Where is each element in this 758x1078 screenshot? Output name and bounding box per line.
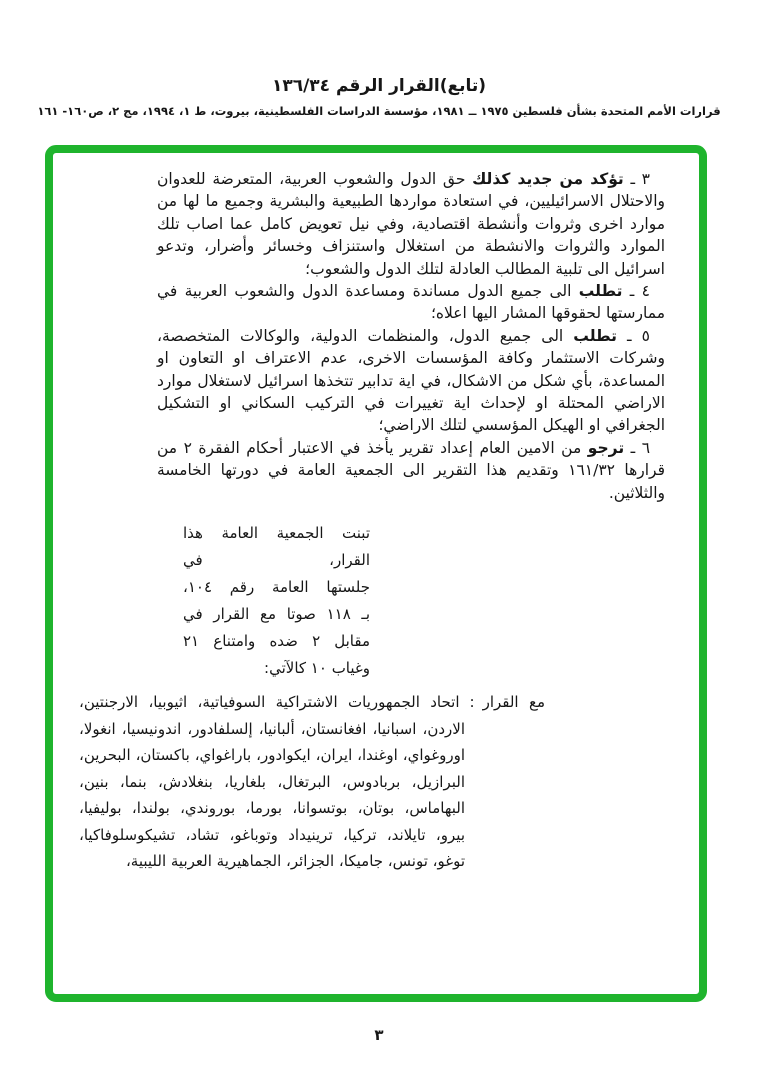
clause-4-text: الى جميع الدول مساندة ومساعدة الدول والشعوب العربية في ممارستها لحقوقها المشار اليها اعلاه؛ bbox=[157, 282, 665, 323]
page-number: ٣ bbox=[374, 1026, 384, 1044]
clause-3-number: ٣ ـ bbox=[630, 170, 650, 188]
page-title: (تابع)القرار الرقم ١٣٦/٣٤ bbox=[271, 76, 487, 96]
votes-with-block bbox=[79, 689, 545, 875]
clause-3-keyword: تؤكد من جديد كذلك bbox=[472, 170, 624, 188]
clause-6 bbox=[157, 437, 665, 504]
clause-4-number: ٤ ـ bbox=[629, 282, 650, 301]
clause-5 bbox=[157, 325, 665, 437]
clause-5-text: الى جميع الدول، والمنظمات الدولية، والوكالات المتخصصة، وشركات الاستثمار وكافة المؤسسات الاخرى، عدم الاعتراف او التعاون او المساعدة، بأي شكل من الاشكال، في اية تدابير تتخذها اسرائيل لاستغلال موارد الاراضي المحتلة او لإحداث اية تغييرات في التركيب السكاني او التشكيل الجغرافي او الهيكل المؤسسي لتلك الاراضي؛ bbox=[157, 326, 665, 435]
clause-6-keyword: ترجو bbox=[587, 438, 625, 457]
clause-5-number: ٥ ـ bbox=[627, 326, 650, 345]
vote-record-line: بـ ١١٨ صوتا مع القرار في bbox=[183, 605, 370, 624]
vote-record-line: مقابل ٢ ضده وامتناع ٢١ bbox=[183, 632, 370, 651]
clause-4 bbox=[157, 280, 665, 325]
clause-4-keyword: تطلب bbox=[578, 282, 623, 301]
clause-6-text: من الامين العام إعداد تقرير يأخذ في الاعتبار أحكام الفقرة ٢ من قرارها ١٦١/٣٢ وتقديم هذا التقرير الى الجمعية العامة في دورتها الخامسة والثلاثين. bbox=[157, 438, 666, 502]
votes-with-label: مع القرار bbox=[482, 693, 545, 712]
resolution-highlight-box bbox=[45, 145, 707, 1002]
vote-record-line: جلستها العامة رقم ١٠٤، bbox=[183, 578, 370, 597]
vote-record-line: تبنت الجمعية العامة هذا القرار، في bbox=[183, 524, 370, 570]
vote-record bbox=[183, 520, 370, 682]
clause-3-text: حق الدول والشعوب العربية، المتعرضة للعدوان والاحتلال الاسرائيليين، في استعادة مواردها الطبيعية والبشرية وجميع ما لها من موارد اخرى وثروات وأنشطة اقتصادية، وفي نيل تعويض كامل عما اصاب تلك الموارد والثروات والانشطة من استغلال واستنزاف وخسائر وأضرار، وتدعو اسرائيل الى تلبية المطالب العادلة لتلك الدول والشعوب؛ bbox=[157, 170, 665, 278]
clause-3 bbox=[157, 168, 665, 280]
vote-record-line: وغياب ١٠ كالآتي: bbox=[264, 659, 370, 678]
votes-with-countries: اتحاد الجمهوريات الاشتراكية السوفياتية، اثيوبيا، الارجنتين، الاردن، اسبانيا، افغانستان، ألبانيا، إلسلفادور، اندونيسيا، انغولا، اوروغواي، اوغندا، ايران، ايكوادور، باراغواي، باكستان، البحرين، البرازيل، بربادوس، البرتغال، بلغاريا، بنغلادش، بنما، بنين، البهاماس، بوتان، بوتسوانا، بورما، بوروندي، بولندا، بوليفيا، بيرو، تايلاند، تركيا، ترينيداد وتوباغو، تشاد، تشيكوسلوفاكيا، توغو، تونس، جاميكا، الجزائر، الجماهيرية العربية الليبية، bbox=[79, 693, 465, 871]
resolution-clauses bbox=[157, 168, 665, 504]
clause-5-keyword: تطلب bbox=[573, 326, 617, 345]
clause-6-number: ٦ ـ bbox=[630, 438, 651, 457]
source-citation: قرارات الأمم المتحدة بشأن فلسطين ١٩٧٥ ــ ١٩٨١، مؤسسة الدراسات الفلسطينية، بيروت، ط ١، ١٩٩٤، مج ٢، ص١٦٠- ١٦١ bbox=[37, 104, 721, 118]
votes-with-colon: : bbox=[469, 693, 475, 712]
